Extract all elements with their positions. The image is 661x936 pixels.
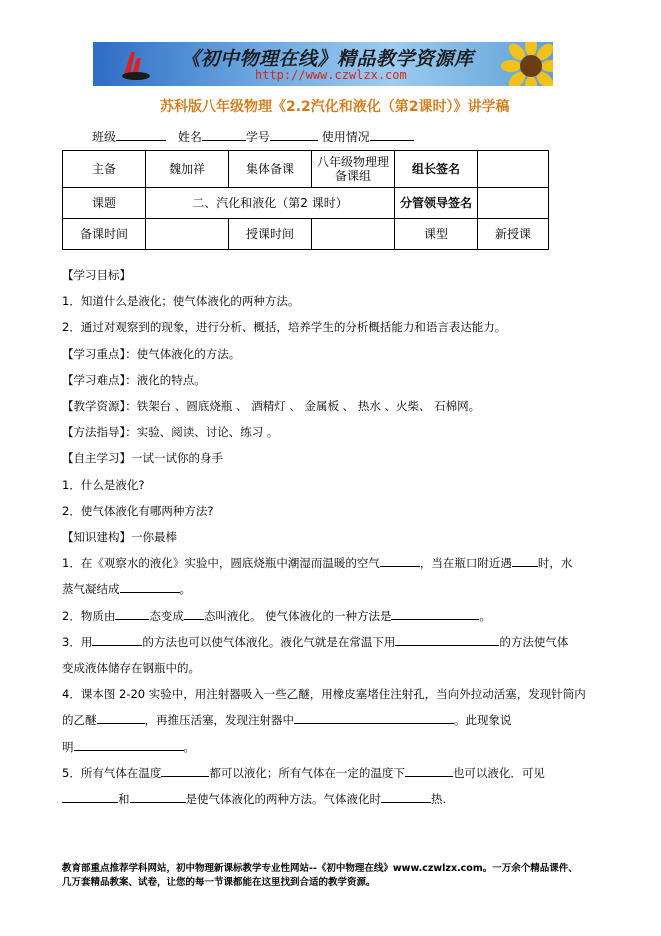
site-logo-icon (121, 48, 151, 80)
question-item: 1．什么是液化? (62, 477, 145, 492)
answer-blank[interactable] (120, 579, 180, 593)
exercise-text: 2．物质由 (62, 608, 116, 623)
footer-line: 几万套精品教案、试卷，让您的每一节课都能在这里找到合适的教学资源。 (62, 877, 376, 888)
id-blank[interactable] (270, 128, 318, 141)
table-cell: 八年级物理理备课组 (312, 151, 395, 188)
table-cell: 组长签名 (395, 151, 478, 188)
table-cell: 分管领导签名 (395, 188, 478, 219)
student-info-line (92, 128, 414, 145)
banner-title: 《初中物理在线》精品教学资源库 (181, 48, 474, 70)
exercise-3-cont: 变成液体储存在钢瓶中的。 (62, 661, 200, 676)
answer-blank[interactable] (97, 710, 145, 724)
exercise-text: 3．用 (62, 634, 93, 649)
header-banner (93, 42, 553, 86)
key-point: 【学习重点】：使气体液化的方法。 (62, 346, 241, 361)
question-item: 2．使气体液化有哪两种方法? (62, 503, 214, 518)
table-row (63, 219, 549, 250)
answer-blank[interactable] (92, 632, 142, 646)
table-cell: 新授课 (478, 219, 549, 250)
exercise-text: ，再推压活塞，发现注射器中 (144, 713, 294, 728)
name-label: 姓名 (177, 130, 202, 144)
table-cell (478, 188, 549, 219)
exercise-text: 热. (431, 792, 447, 807)
table-cell (478, 151, 549, 188)
exercise-4-cont (62, 707, 602, 733)
exercise-1-cont (62, 576, 602, 602)
class-blank[interactable] (116, 128, 166, 141)
table-row (63, 151, 549, 188)
document-title: 苏科版八年级物理《2.2汽化和液化（第2课时）》讲学稿 (160, 99, 510, 115)
answer-blank[interactable] (62, 789, 118, 803)
answer-blank[interactable] (294, 710, 454, 724)
table-cell: 授课时间 (229, 219, 312, 250)
table-cell: 课题 (63, 188, 146, 219)
usage-label: 使用情况 (321, 130, 370, 144)
answer-blank[interactable] (391, 606, 479, 620)
answer-blank[interactable] (161, 763, 209, 777)
table-cell: 备课时间 (63, 219, 146, 250)
lesson-content (62, 262, 602, 812)
exercise-text: 是使气体液化的两种方法。气体液化时 (185, 792, 381, 807)
exercise-text: 都可以液化；所有气体在一定的温度下 (209, 765, 405, 780)
teaching-resources: 【教学资源】：铁架台 、圆底烧瓶 、 酒精灯 、 金属板 、 热水 、火柴、 石棉网。 (62, 399, 481, 414)
exercise-text: 5．所有气体在温度 (62, 765, 162, 780)
exercise-4-cont (62, 734, 602, 760)
exercise-text: 蒸气凝结成 (62, 582, 120, 597)
answer-blank[interactable] (395, 632, 499, 646)
footer-line: 教育部重点推荐学科网站，初中物理新课标教学专业性网站--《初中物理在线》www.czwlzx.com。一万余个精品课件、 (62, 863, 578, 874)
answer-blank[interactable] (512, 553, 538, 567)
method-guidance: 【方法指导】：实验、阅读、讨论、练习 。 (62, 425, 279, 440)
exercise-text: 也可以液化．可见 (452, 765, 545, 780)
page-footer (62, 862, 622, 890)
table-cell: 二、汽化和液化（第2 课时） (146, 188, 395, 219)
goal-heading: 【学习目标】 (62, 268, 131, 282)
exercise-text: 的方法也可以使气体液化。液化气就是在常温下用 (142, 634, 396, 649)
id-label: 学号 (245, 130, 270, 144)
class-label: 班级 (92, 130, 117, 144)
answer-blank[interactable] (130, 789, 186, 803)
name-blank[interactable] (202, 128, 246, 141)
exercise-text: 明 (62, 739, 74, 754)
exercise-text: 。 (179, 582, 191, 597)
exercise-5 (62, 760, 602, 786)
exercise-text: ，当在瓶口附近遇 (419, 556, 512, 571)
knowledge-heading: 【知识建构】一你最棒 (62, 530, 177, 545)
sunflower-icon (501, 42, 553, 86)
answer-blank[interactable] (184, 606, 204, 620)
table-cell (312, 219, 395, 250)
table-cell: 主备 (63, 151, 146, 188)
exercise-5-cont (62, 786, 602, 812)
table-row (63, 188, 549, 219)
exercise-3 (62, 629, 602, 655)
exercise-text: 。此现象说 (454, 713, 512, 728)
exercise-text: 的方法使气体 (499, 634, 569, 649)
answer-blank[interactable] (381, 789, 431, 803)
exercise-text: 。 (479, 608, 491, 623)
exercise-text: 的乙醚 (62, 713, 97, 728)
lesson-info-table (62, 150, 549, 250)
exercise-text: 态叫液化。 使气体液化的一种方法是 (203, 608, 392, 623)
table-cell: 集体备课 (229, 151, 312, 188)
exercise-text: 。 (183, 739, 195, 754)
exercise-2 (62, 603, 602, 629)
exercise-text: 和 (118, 792, 130, 807)
usage-blank[interactable] (370, 128, 414, 141)
answer-blank[interactable] (115, 606, 149, 620)
answer-blank[interactable] (74, 737, 184, 751)
exercise-text: 时，水 (537, 556, 573, 571)
answer-blank[interactable] (405, 763, 453, 777)
banner-url[interactable]: http://www.czwlzx.com (255, 68, 407, 82)
exercise-text: 1．在《观察水的液化》实验中，圆底烧瓶中潮湿而温暖的空气 (62, 556, 380, 571)
exercise-1 (62, 550, 602, 576)
exercise-4: 4．课本图 2-20 实验中，用注射器吸入一些乙醚，用橡皮塞堵住注射孔，当向外拉动活塞，发现针筒内 (62, 687, 586, 702)
table-cell: 课型 (395, 219, 478, 250)
self-study-heading: 【自主学习】一试一试你的身手 (62, 451, 223, 466)
difficult-point: 【学习难点】：液化的特点。 (62, 372, 206, 387)
table-cell (146, 219, 229, 250)
goal-item: 2．通过对观察到的现象，进行分析、概括，培养学生的分析概括能力和语言表达能力。 (62, 320, 507, 335)
table-cell: 魏加祥 (146, 151, 229, 188)
answer-blank[interactable] (380, 553, 420, 567)
exercise-text: 态变成 (149, 608, 184, 623)
goal-item: 1．知道什么是液化；使气体液化的两种方法。 (62, 294, 300, 309)
